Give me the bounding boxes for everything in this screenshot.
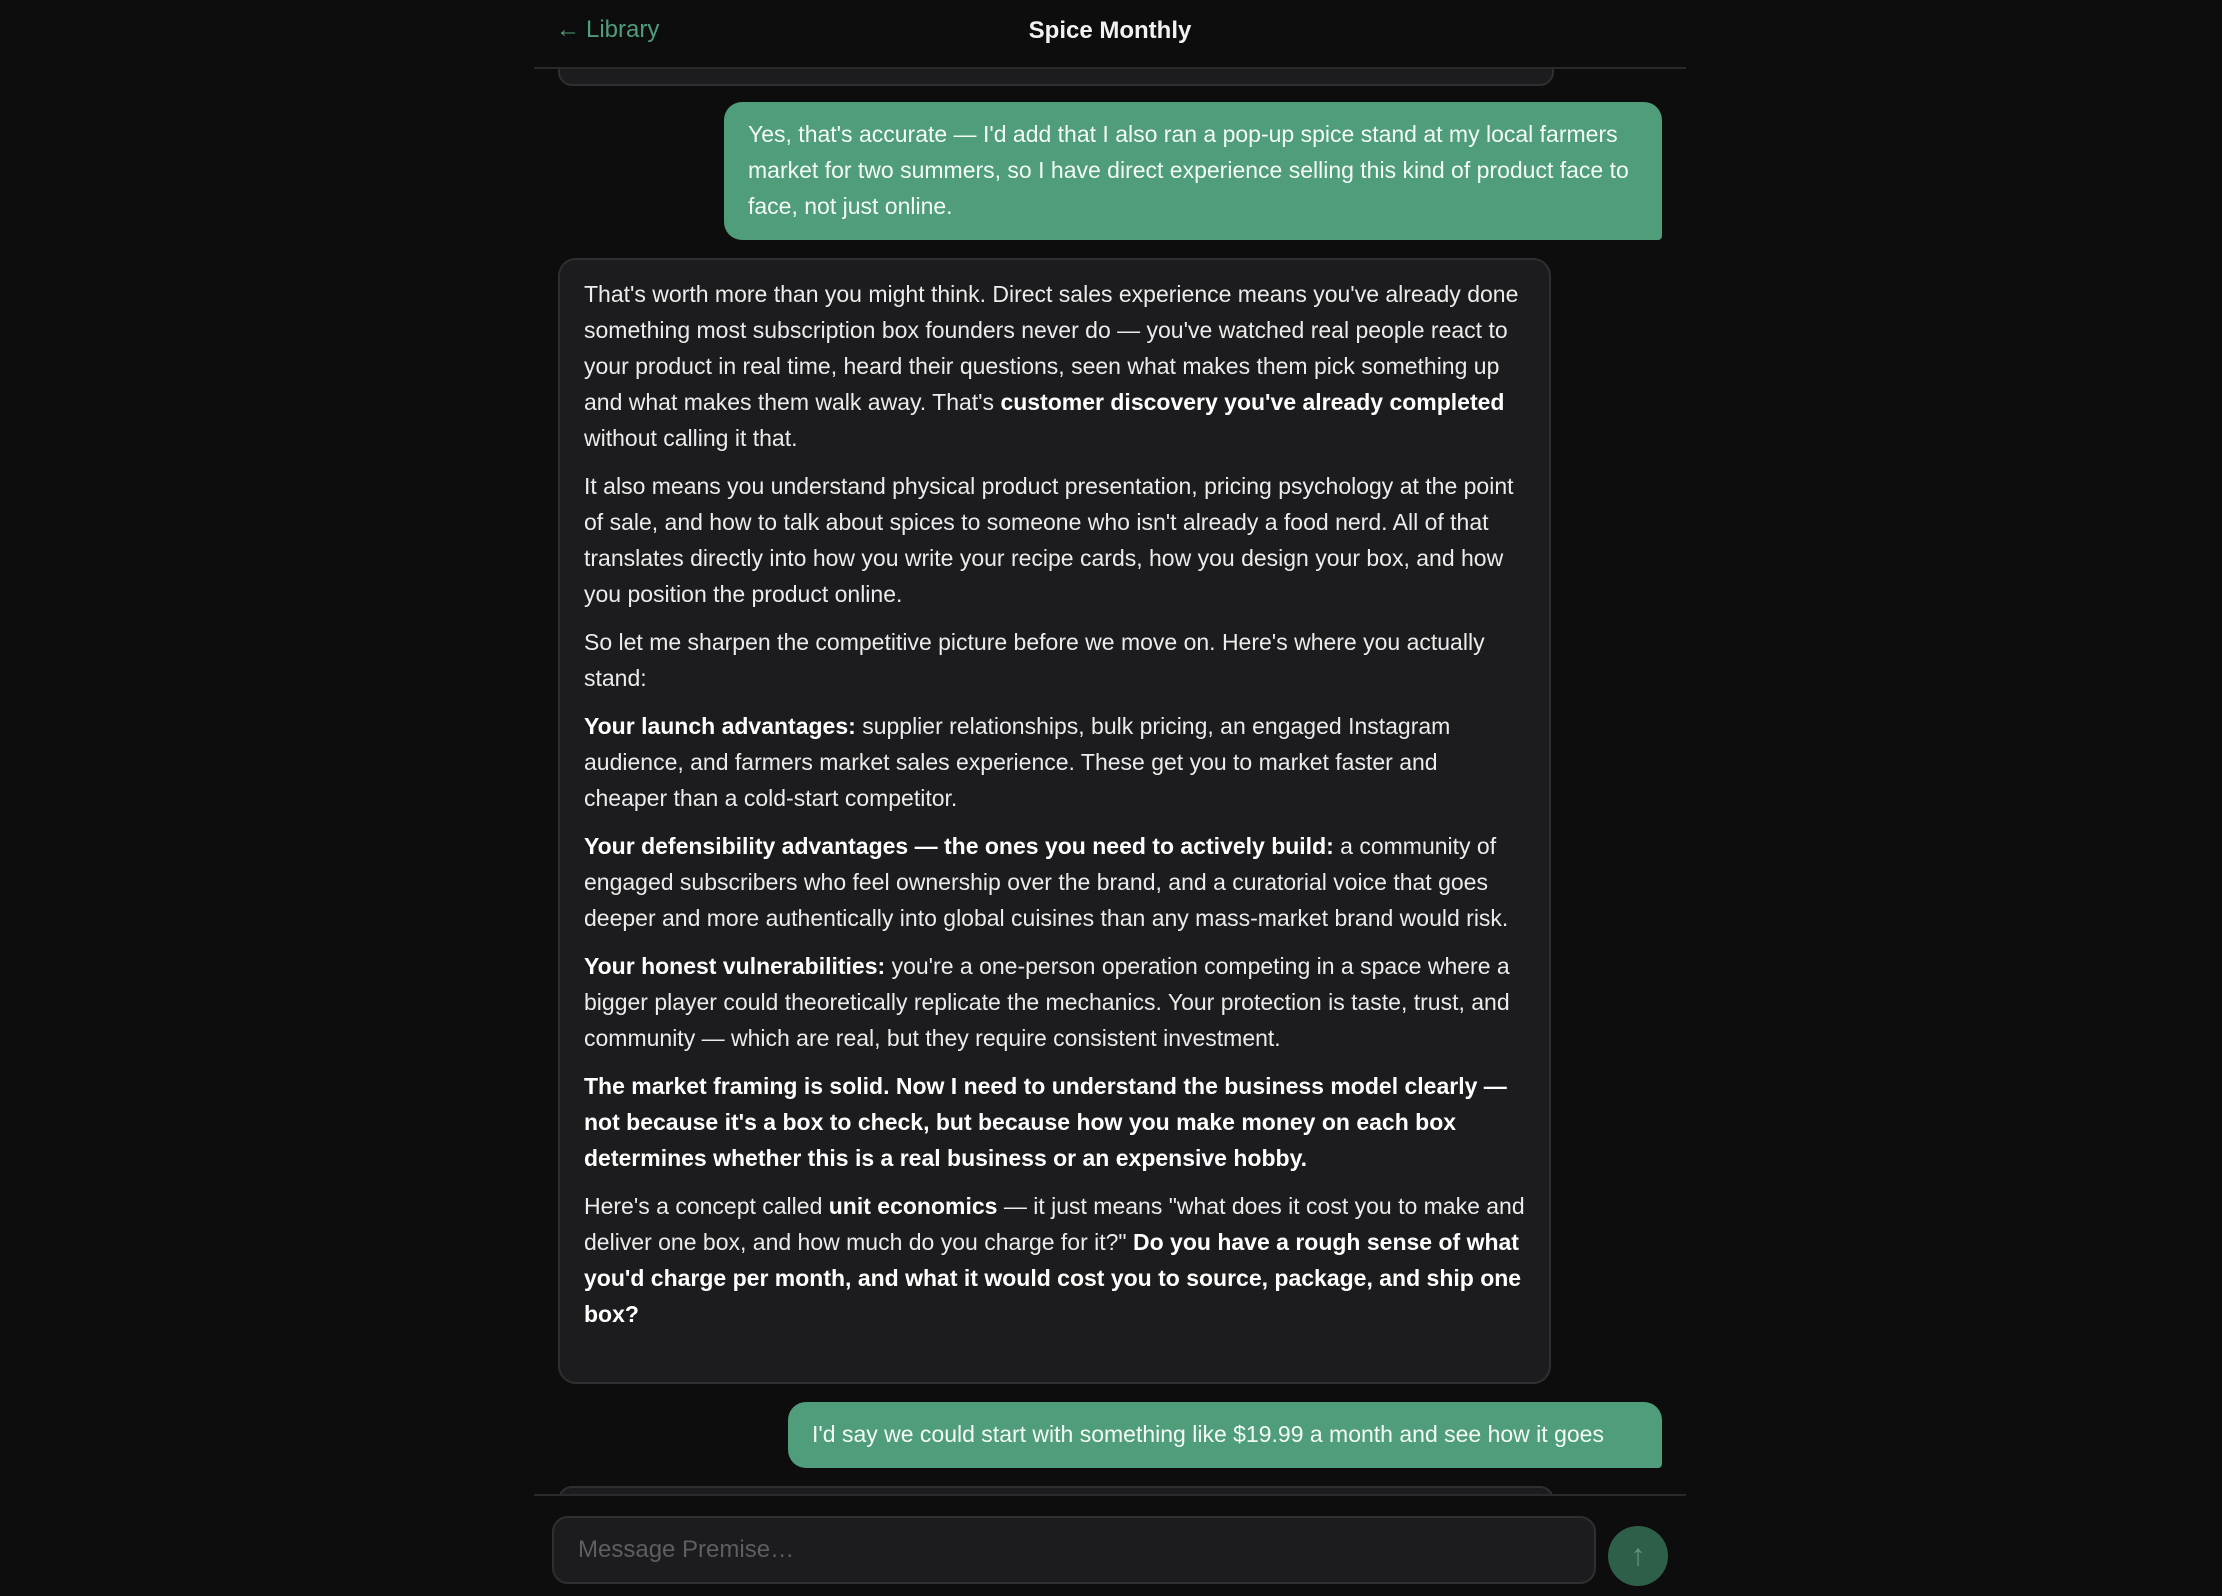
send-button[interactable] [1608, 1526, 1668, 1586]
page-title: Spice Monthly [1028, 17, 1192, 44]
message-input[interactable] [552, 1516, 1596, 1584]
assistant-paragraph: Here's a concept called unit economics — it just means "what does it cost you to make and deliver one box, and how much do you charge for it?" Do you have a rough sense of what you'd charge per month, and what it would cost you to source, package, and ship one box? [584, 1193, 1525, 1327]
composer [534, 1494, 1686, 1596]
chat-app [534, 0, 1686, 1594]
assistant-paragraph: So let me sharpen the competitive picture before we move on. Here's where you actually stand: [584, 629, 1485, 691]
assistant-paragraph: That's worth more than you might think. Direct sales experience means you've already done something most subscription box founders never do — you've watched real people react to your product in real time, heard their questions, seen what makes them pick something up and what makes them walk away. That's customer discovery you've already completed without calling it that. [584, 281, 1519, 451]
user-message-text: Yes, that's accurate — I'd add that I also ran a pop-up spice stand at my local farmers market for two summers, so I have direct experience selling this kind of product face to face, not just online. [748, 121, 1629, 219]
message-thread[interactable] [534, 0, 1686, 1494]
assistant-paragraph: Your defensibility advantages — the ones you need to actively build: a community of engaged subscribers who feel ownership over the brand, and a curatorial voice that goes deeper and more authentically into global cuisines than any mass-market brand would risk. [584, 833, 1509, 931]
assistant-paragraph [584, 1068, 1525, 1176]
send-arrow-icon: ↑ [1630, 1539, 1646, 1572]
emphasis-text: Do you have a rough sense of what you'd charge per month, and what it would cost you to source, package, and ship one box? [584, 1229, 1522, 1327]
assistant-paragraph: It also means you understand physical product presentation, pricing psychology at the point of sale, and how to talk about spices to someone who isn't already a food nerd. All of that translates directly into how you write your recipe cards, how you design your box, and how you position the product online. [584, 473, 1514, 607]
next-assistant-message [558, 1486, 1554, 1494]
emphasis-text: Your launch advantages: [584, 713, 856, 739]
assistant-message [558, 258, 1551, 1384]
top-bar [534, 0, 1686, 69]
emphasis-text: customer discovery you've already completed [1000, 389, 1505, 415]
emphasis-text: The market framing is solid. Now I need to understand the business model clearly — not because it's a box to check, but because how you make money on each box determines whether this is a real business or an expensive hobby. [584, 1073, 1507, 1171]
emphasis-text: unit economics [828, 1193, 998, 1219]
back-arrow-icon: ← [556, 16, 580, 43]
user-message-text: I'd say we could start with something like $19.99 a month and see how it goes [812, 1421, 1604, 1447]
assistant-paragraph: Your honest vulnerabilities: you're a one-person operation competing in a space where a bigger player could theoretically replicate the mechanics. Your protection is taste, trust, and community — which are real, but they require consistent investment. [584, 953, 1510, 1051]
emphasis-text: Your defensibility advantages — the ones you need to actively build: [584, 833, 1334, 859]
assistant-paragraph: Your launch advantages: supplier relationships, bulk pricing, an engaged Instagram audience, and farmers market sales experience. These get you to market faster and cheaper than a cold-start competitor. [584, 713, 1451, 811]
back-link-label: Library [586, 16, 660, 43]
emphasis-text: Your honest vulnerabilities: [584, 953, 886, 979]
user-message [724, 102, 1662, 240]
user-message [788, 1402, 1662, 1468]
